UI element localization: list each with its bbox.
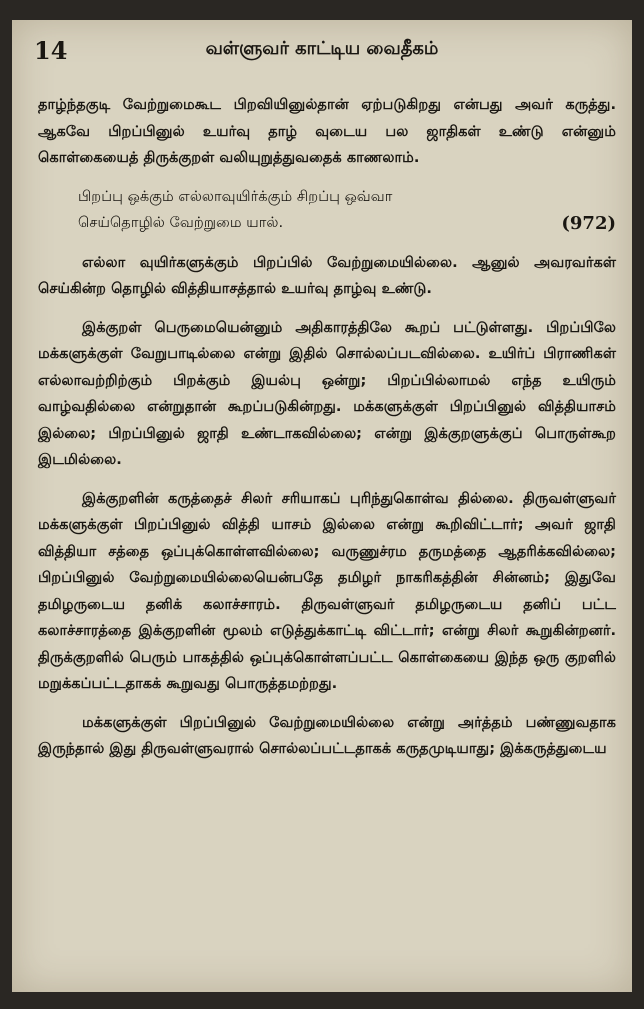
verse-line-1: பிறப்பு ஒக்கும் எல்லாவுயிர்க்கும் சிறப்பு ஒவ்வா xyxy=(78,187,393,205)
paragraph-2: எல்லா வுயிர்களுக்கும் பிறப்பில் வேற்றுமையில்லை. ஆனுல் அவரவர்கள் செய்கின்ற தொழில் வித்தியாசத்தால் உயர்வு தாழ்வு உண்டு. xyxy=(38,253,616,297)
paragraph-5: மக்களுக்குள் பிறப்பினுல் வேற்றுமையில்லை என்று அர்த்தம் பண்ணுவதாக இருந்தால் இது திருவள்ளுவரால் சொல்லப்பட்டதாகக் கருதமுடியாது; இக்கருத்துடைய xyxy=(38,713,616,757)
page-header xyxy=(12,36,632,70)
kural-verse xyxy=(38,184,616,236)
page-number: 14 xyxy=(34,36,68,65)
running-title: வள்ளுவர் காட்டிய வைதீகம் xyxy=(205,38,439,59)
paragraph-4: இக்குறளின் கருத்தைச் சிலர் சரியாகப் புரிந்துகொள்வ தில்லை. திருவள்ளுவர் மக்களுக்குள் பிறப்பினுல் வித்தி யாசம் இல்லை என்று கூறிவிட்டார்; அவர் ஜாதி வித்தியா சத்தை ஒப்புக்கொள்ளவில்லை; வருணுச்ரம தருமத்தை ஆதரிக்கவில்லை; பிறப்பினுல் வேற்றுமையில்லையென்பதே தமிழர் நாகரிகத்தின் சின்னம்; இதுவே தமிழருடைய தனிக் கலாச்சாரம். திருவள்ளுவர் தமிழருடைய தனிப் பட்ட கலாச்சாரத்தை இக்குறளின் மூலம் எடுத்துக்காட்டி விட்டார்; என்று சிலர் கூறுகின்றனர். திருக்குறளில் பெரும் பாகத்தில் ஒப்புக்கொள்ளப்பட்ட கொள்கையை இந்த ஒரு குறளில் மறுக்கப்பட்டதாகக் கூறுவது பொருத்தமற்றது. xyxy=(38,489,616,692)
paragraph-3: இக்குறள் பெருமையென்னும் அதிகாரத்திலே கூறப் பட்டுள்ளது. பிறப்பிலே மக்களுக்குள் வேறுபாடில்லை என்று இதில் சொல்லப்படவில்லை. உயிர்ப் பிராணிகள் எல்லாவற்றிற்கும் பிறக்கும் இயல்பு ஒன்று; பிறப்பில்லாமல் எந்த உயிரும் வாழ்வதில்லை என்றுதான் கூறப்படுகின்றது. மக்களுக்குள் பிறப்பினுல் வித்தியாசம் இல்லை; பிறப்பினுல் ஜாதி உண்டாகவில்லை; என்று இக்குறளுக்குப் பொருள்கூற இடமில்லை. xyxy=(38,318,616,468)
page-body xyxy=(38,92,616,775)
paragraph-1: தாழ்ந்தகுடி வேற்றுமைகூட பிறவியினுல்தான் ஏற்படுகிறது என்பது அவர் கருத்து. ஆகவே பிறப்பினுல் உயர்வு தாழ் வுடைய பல ஜாதிகள் உண்டு என்னும் கொள்கையைத் திருக்குறள் வலியுறுத்துவதைக் காணலாம். xyxy=(38,96,616,166)
book-page xyxy=(12,20,632,992)
verse-number: (972) xyxy=(561,212,616,234)
verse-line-2: செய்தொழில் வேற்றுமை யால். xyxy=(78,213,284,231)
